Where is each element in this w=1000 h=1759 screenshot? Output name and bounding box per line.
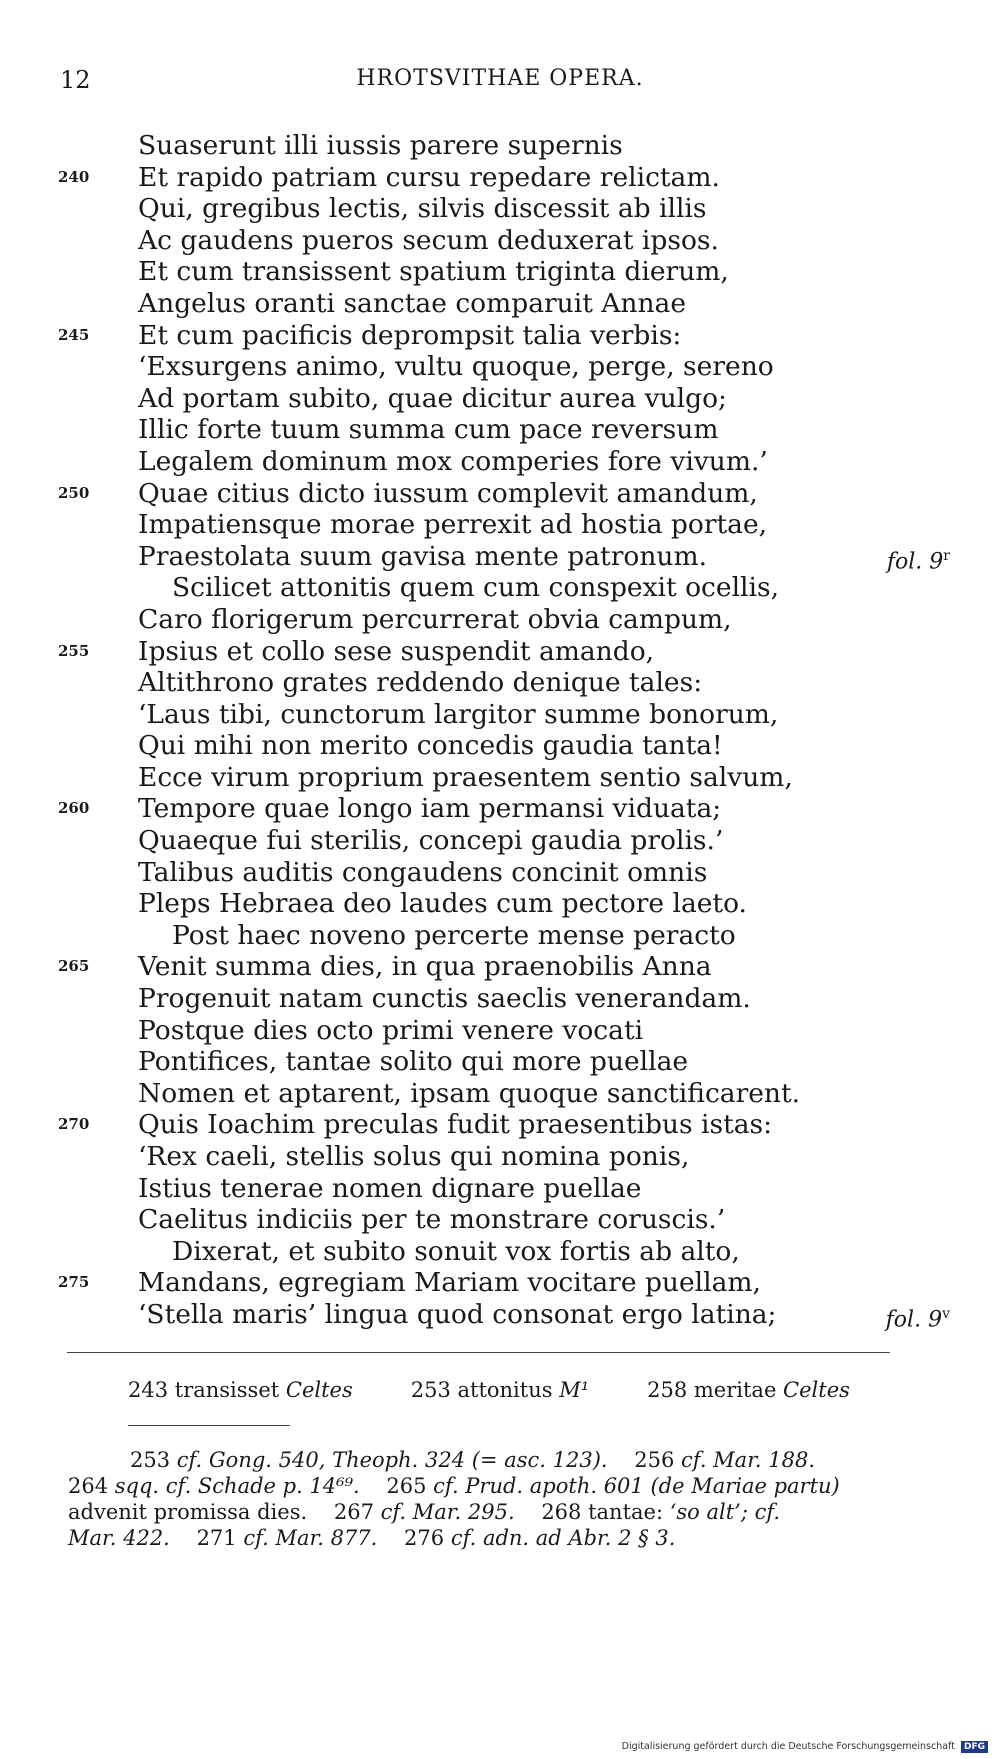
- verse-line: [0, 162, 1000, 194]
- line-number: 260: [58, 799, 90, 818]
- verse-text: ‘Rex caeli, stellis solus qui nomina ponis,: [138, 1141, 690, 1172]
- verse-text: Istius tenerae nomen dignare puellae: [138, 1172, 642, 1204]
- verse-line: [0, 1173, 1000, 1205]
- verse-text: Qui, gregibus lectis, silvis discessit ab illis: [138, 193, 707, 225]
- verse-text: Praestolata suum gavisa mente patronum.: [138, 540, 707, 572]
- verse-text: Postque dies octo primi venere vocati: [138, 1014, 644, 1046]
- verse-line: [0, 920, 1000, 952]
- verse-line: [0, 1046, 1000, 1078]
- folio-marker: fol. 9$^r$: [886, 547, 950, 575]
- line-number: 255: [58, 641, 90, 660]
- verse-line: [0, 383, 1000, 415]
- apparatus-entry: 243 transisset Celtes: [128, 1378, 353, 1402]
- verse-line: [0, 1141, 1000, 1173]
- footnote-divider: [67, 1352, 890, 1353]
- verse-text: Nomen et aptarent, ipsam quoque sanctificarent.: [138, 1077, 801, 1109]
- line-number: 245: [58, 325, 90, 344]
- verse-line: [0, 888, 1000, 920]
- verse-text: Ad portam subito, quae dicitur aurea vulgo;: [138, 382, 727, 414]
- verse-text: Quis Ioachim preculas fudit praesentibus istas:: [138, 1109, 773, 1141]
- dfg-logo: DFG: [961, 1741, 988, 1753]
- verse-line: [0, 636, 1000, 668]
- verse-text: ‘Exsurgens animo, vultu quoque, perge, sereno: [138, 351, 774, 383]
- verse-text: Mandans, egregiam Mariam vocitare puellam,: [138, 1267, 761, 1299]
- verse-line: [0, 478, 1000, 510]
- verse-text: Talibus auditis congaudens concinit omnis: [138, 856, 708, 888]
- folio-marker: fol. 9$^v$: [885, 1305, 950, 1333]
- verse-block: [0, 130, 1000, 1331]
- verse-line: [0, 699, 1000, 731]
- verse-line: [0, 667, 1000, 699]
- digitization-credit: [622, 1741, 988, 1753]
- verse-text: Caelitus indiciis per te monstrare coruscis.’: [138, 1204, 726, 1236]
- verse-text: Et cum transissent spatium triginta dierum,: [138, 256, 729, 288]
- running-title: HROTSVITHAE OPERA.: [356, 66, 644, 91]
- verse-text: Suaserunt illi iussis parere supernis: [138, 130, 623, 161]
- verse-line: [0, 130, 1000, 162]
- verse-text: Altithrono grates reddendo denique tales:: [138, 667, 703, 699]
- verse-line: [0, 572, 1000, 604]
- verse-line: [0, 762, 1000, 794]
- note-line: advenit promissa dies. 267 cf. Mar. 295. 268 tantae: ‘so alt’; cf.: [68, 1500, 781, 1524]
- verse-line: [0, 256, 1000, 288]
- verse-line: [0, 446, 1000, 478]
- verse-text: Legalem dominum mox comperies fore vivum.’: [138, 445, 768, 477]
- verse-line: [0, 541, 1000, 573]
- line-number: 270: [58, 1115, 90, 1134]
- line-number: 275: [58, 1273, 90, 1292]
- verse-line: [0, 730, 1000, 762]
- verse-line: [0, 414, 1000, 446]
- verse-text: Ecce virum proprium praesentem sentio salvum,: [138, 761, 793, 793]
- note-line: 253 cf. Gong. 540, Theoph. 324 (= asc. 123). 256 cf. Mar. 188.: [130, 1448, 816, 1472]
- verse-line: [0, 951, 1000, 983]
- verse-text: Et cum pacificis deprompsit talia verbis:: [138, 319, 682, 351]
- verse-line: [0, 1236, 1000, 1268]
- verse-text: Post haec noveno percerte mense peracto: [172, 919, 736, 951]
- verse-text: Scilicet attonitis quem cum conspexit ocellis,: [172, 572, 780, 604]
- verse-line: [0, 1078, 1000, 1110]
- page-number: 12: [60, 66, 91, 94]
- verse-text: Quae citius dicto iussum complevit amandum,: [138, 477, 758, 509]
- verse-line: [0, 509, 1000, 541]
- verse-line: [0, 1015, 1000, 1047]
- verse-text: ‘Stella maris’ lingua quod consonat ergo latina;: [138, 1298, 777, 1330]
- line-number: 265: [58, 957, 90, 976]
- verse-line: [0, 288, 1000, 320]
- verse-text: ‘Laus tibi, cunctorum largitor summe bonorum,: [138, 698, 779, 730]
- verse-text: Ipsius et collo sese suspendit amando,: [138, 635, 655, 667]
- verse-text: Caro florigerum percurrerat obvia campum,: [138, 603, 732, 635]
- note-line: Mar. 422. 271 cf. Mar. 877. 276 cf. adn. ad Abr. 2 § 3.: [68, 1526, 676, 1550]
- verse-text: Et rapido patriam cursu repedare relictam.: [138, 161, 720, 193]
- verse-line: [0, 983, 1000, 1015]
- verse-line: [0, 351, 1000, 383]
- verse-line: [0, 225, 1000, 257]
- apparatus-entry: 258 meritae Celtes: [647, 1378, 850, 1402]
- verse-line: [0, 1267, 1000, 1299]
- verse-text: Quaeque fui sterilis, concepi gaudia prolis.’: [138, 825, 724, 857]
- note-line: 264 sqq. cf. Schade p. 14⁶⁹. 265 cf. Prud. apoth. 601 (de Mariae partu): [68, 1474, 840, 1498]
- notes-divider: [128, 1425, 290, 1426]
- verse-text: Pontifices, tantae solito qui more puellae: [138, 1046, 689, 1078]
- verse-line: [0, 604, 1000, 636]
- critical-apparatus: [128, 1378, 908, 1402]
- verse-text: Angelus oranti sanctae comparuit Annae: [138, 287, 687, 319]
- line-number: 250: [58, 483, 90, 502]
- verse-text: Impatiensque morae perrexit ad hostia portae,: [138, 509, 768, 541]
- verse-text: Tempore quae longo iam permansi viduata;: [138, 793, 722, 825]
- verse-line: [0, 320, 1000, 352]
- verse-text: Progenuit natam cunctis saeclis venerandam.: [138, 983, 751, 1015]
- verse-text: Illic forte tuum summa cum pace reversum: [138, 414, 719, 446]
- verse-line: [0, 1109, 1000, 1141]
- verse-text: Venit summa dies, in qua praenobilis Anna: [138, 951, 712, 983]
- verse-line: [0, 857, 1000, 889]
- apparatus-entry: 253 attonitus M¹: [410, 1378, 590, 1402]
- verse-text: Qui mihi non merito concedis gaudia tanta!: [138, 730, 723, 762]
- verse-text: Ac gaudens pueros secum deduxerat ipsos.: [138, 224, 719, 256]
- verse-text: Dixerat, et subito sonuit vox fortis ab alto,: [172, 1235, 740, 1267]
- verse-line: [0, 793, 1000, 825]
- verse-line: [0, 1299, 1000, 1331]
- verse-line: [0, 1204, 1000, 1236]
- verse-text: Pleps Hebraea deo laudes cum pectore laeto.: [138, 888, 747, 920]
- verse-line: [0, 193, 1000, 225]
- line-number: 240: [58, 167, 90, 186]
- credit-text: Digitalisierung gefördert durch die Deutsche Forschungsgemeinschaft: [621, 1741, 955, 1752]
- commentary-notes: [68, 1447, 928, 1551]
- verse-line: [0, 825, 1000, 857]
